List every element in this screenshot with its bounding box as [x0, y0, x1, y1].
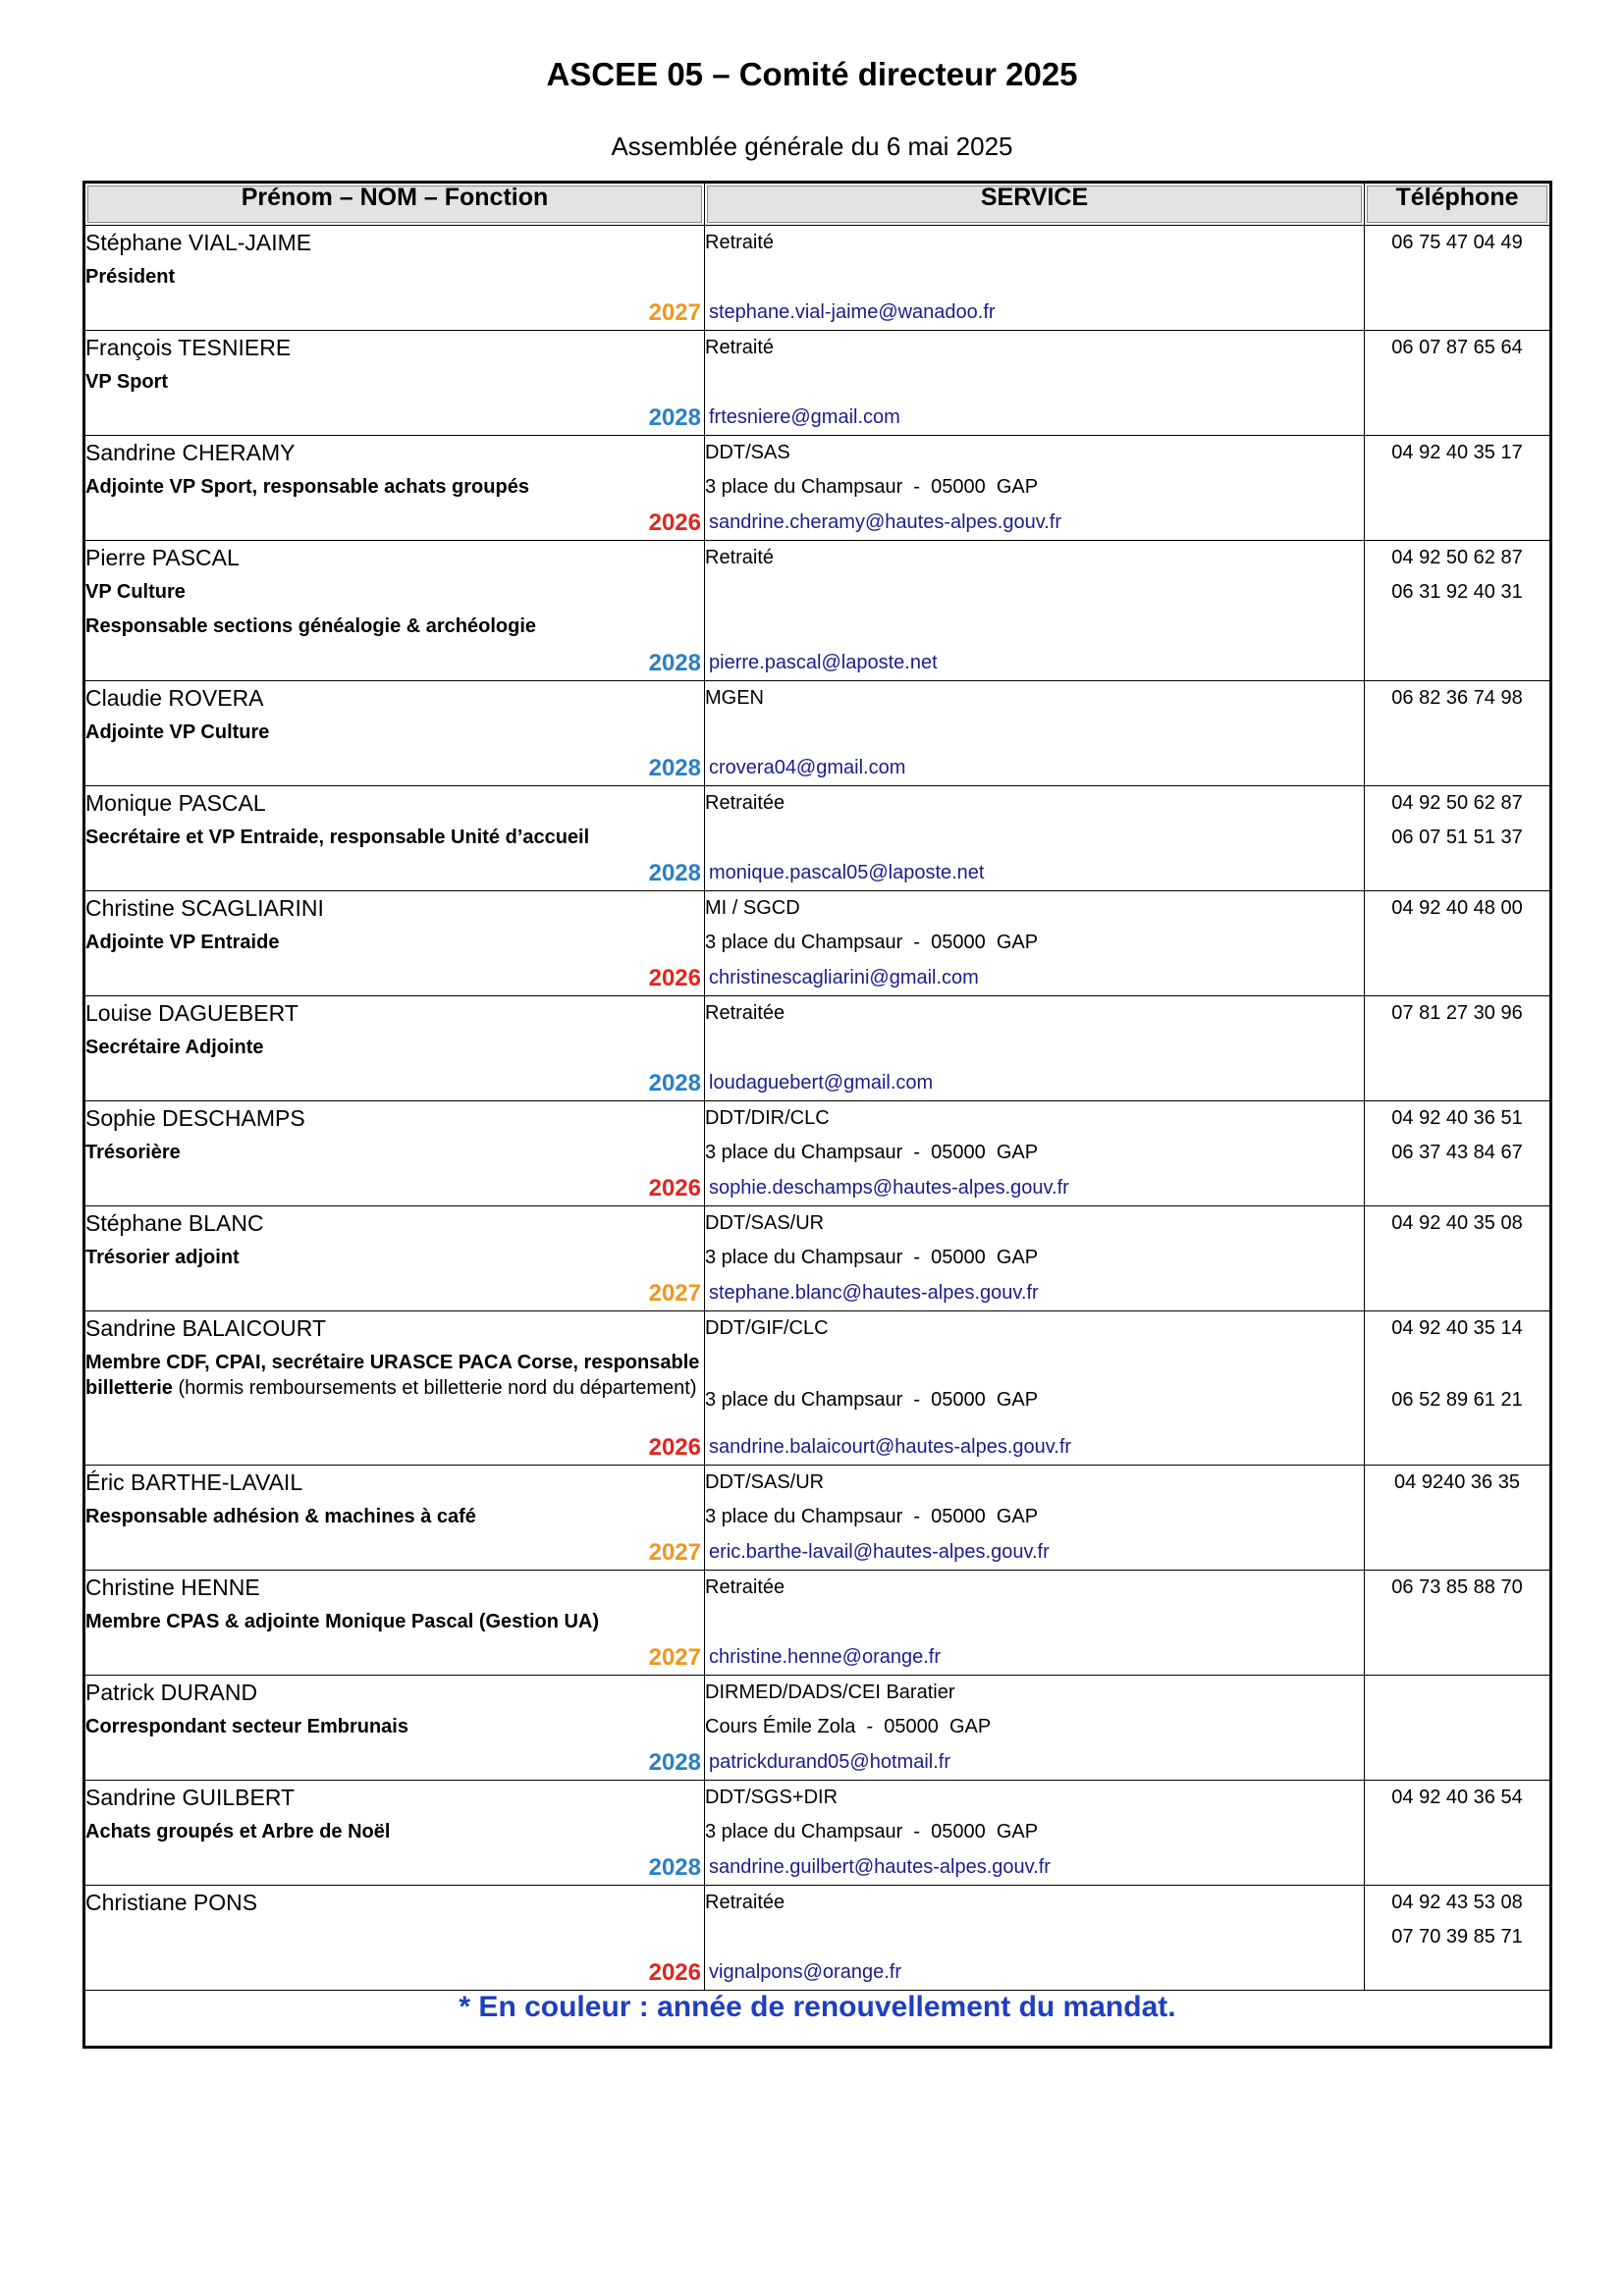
mandate-renewal-year: 2027	[648, 1539, 701, 1566]
member-role: VP Culture	[85, 581, 186, 603]
service-cell	[705, 541, 1365, 681]
member-role: Adjointe VP Culture	[85, 721, 270, 743]
email-link[interactable]: sandrine.cheramy@hautes-alpes.gouv.fr	[709, 511, 1062, 533]
email-link[interactable]: crovera04@gmail.com	[709, 757, 906, 778]
email-link[interactable]: patrickdurand05@hotmail.fr	[709, 1751, 950, 1773]
legend-note: * En couleur : année de renouvellement du mandat.	[84, 1991, 1551, 2048]
service-name: Retraité	[705, 337, 775, 358]
member-cell	[84, 1676, 705, 1781]
phone-number: 04 92 40 36 54	[1391, 1787, 1523, 1808]
phone-cell	[1365, 1206, 1551, 1311]
phone-number: 04 9240 36 35	[1394, 1471, 1520, 1493]
table-header-row	[84, 183, 1551, 226]
table-body	[84, 226, 1551, 1991]
phone-cell	[1365, 331, 1551, 436]
phone-number: 06 07 51 51 37	[1391, 827, 1523, 848]
member-role-text: Membre CDF, CPAI, secrétaire URASCE PACA Corse, responsable billetterie	[85, 1352, 700, 1399]
member-role	[85, 1346, 704, 1403]
table-row	[84, 541, 1551, 681]
table-footer-row	[84, 1991, 1551, 2048]
table-row	[84, 891, 1551, 996]
member-name: Éric BARTHE-LAVAIL	[85, 1469, 303, 1495]
phone-number: 04 92 50 62 87	[1391, 547, 1523, 568]
mandate-renewal-year: 2027	[648, 1644, 701, 1671]
email-link[interactable]: stephane.blanc@hautes-alpes.gouv.fr	[709, 1282, 1039, 1304]
service-address: 3 place du Champsaur - 05000 GAP	[705, 932, 1039, 953]
member-role: Secrétaire Adjointe	[85, 1037, 264, 1058]
mandate-renewal-year: 2028	[648, 404, 701, 431]
phone-number: 06 82 36 74 98	[1391, 687, 1523, 709]
table-row	[84, 1886, 1551, 1991]
member-cell	[84, 541, 705, 681]
mandate-renewal-year: 2028	[648, 1070, 701, 1096]
service-address: 3 place du Champsaur - 05000 GAP	[705, 1247, 1039, 1268]
header-name-function: Prénom – NOM – Fonction	[84, 183, 705, 226]
member-cell	[84, 226, 705, 331]
service-cell	[705, 1676, 1365, 1781]
table-row	[84, 786, 1551, 891]
service-cell	[705, 786, 1365, 891]
member-cell	[84, 1886, 705, 1991]
phone-number: 04 92 40 35 17	[1391, 442, 1523, 463]
member-name: Stéphane BLANC	[85, 1210, 264, 1236]
phone-number: 04 92 40 36 51	[1391, 1107, 1523, 1129]
email-link[interactable]: eric.barthe-lavail@hautes-alpes.gouv.fr	[709, 1541, 1050, 1563]
phone-cell	[1365, 436, 1551, 541]
member-role: Responsable sections généalogie & archéologie	[85, 615, 537, 637]
mandate-renewal-year: 2028	[648, 860, 701, 886]
phone-cell	[1365, 1571, 1551, 1676]
member-role-note: (hormis remboursements et billetterie nord du département)	[172, 1377, 697, 1399]
phone-cell	[1365, 1466, 1551, 1571]
page-subtitle: Assemblée générale du 6 mai 2025	[611, 132, 1013, 161]
email-link[interactable]: sandrine.guilbert@hautes-alpes.gouv.fr	[709, 1856, 1051, 1878]
service-name: MI / SGCD	[705, 897, 800, 919]
phone-number: 04 92 40 35 08	[1391, 1212, 1523, 1234]
service-name: Retraitée	[705, 792, 785, 814]
member-role: Trésorier adjoint	[85, 1247, 240, 1268]
service-name: DDT/SAS	[705, 442, 790, 463]
service-name: MGEN	[705, 687, 764, 709]
phone-number: 04 92 43 53 08	[1391, 1892, 1523, 1913]
member-role: Correspondant secteur Embrunais	[85, 1716, 408, 1737]
committee-table	[82, 181, 1552, 2049]
phone-cell	[1365, 1101, 1551, 1206]
service-cell	[705, 1206, 1365, 1311]
table-row	[84, 1311, 1551, 1466]
header-phone: Téléphone	[1365, 183, 1551, 226]
service-address: Cours Émile Zola - 05000 GAP	[705, 1716, 992, 1737]
member-name: Christine HENNE	[85, 1575, 260, 1600]
phone-number: 06 31 92 40 31	[1391, 581, 1523, 603]
email-link[interactable]: frtesniere@gmail.com	[709, 406, 900, 428]
service-cell	[705, 1886, 1365, 1991]
member-cell	[84, 996, 705, 1101]
service-name: DDT/GIF/CLC	[705, 1317, 829, 1339]
service-name: DDT/DIR/CLC	[705, 1107, 830, 1129]
header-service: SERVICE	[705, 183, 1365, 226]
member-name: Sandrine CHERAMY	[85, 440, 296, 465]
table-row	[84, 1781, 1551, 1886]
member-role: Adjointe VP Sport, responsable achats groupés	[85, 476, 529, 498]
member-role: Achats groupés et Arbre de Noël	[85, 1821, 391, 1842]
service-name: DDT/SGS+DIR	[705, 1787, 839, 1808]
service-name: Retraité	[705, 547, 775, 568]
mandate-renewal-year: 2026	[648, 509, 701, 536]
member-role: Président	[85, 266, 176, 288]
member-name: François TESNIERE	[85, 335, 292, 360]
member-name: Christine SCAGLIARINI	[85, 895, 324, 921]
service-name: Retraitée	[705, 1002, 785, 1024]
table-row	[84, 1466, 1551, 1571]
member-name: Patrick DURAND	[85, 1680, 258, 1705]
table-row	[84, 681, 1551, 786]
member-cell	[84, 1101, 705, 1206]
member-name: Monique PASCAL	[85, 790, 266, 816]
phone-number: 06 52 89 61 21	[1391, 1389, 1523, 1411]
member-cell	[84, 1466, 705, 1571]
service-cell	[705, 1101, 1365, 1206]
phone-cell	[1365, 541, 1551, 681]
email-link[interactable]: sandrine.balaicourt@hautes-alpes.gouv.fr	[709, 1436, 1072, 1458]
service-cell	[705, 436, 1365, 541]
table-row	[84, 1571, 1551, 1676]
phone-cell	[1365, 786, 1551, 891]
service-cell	[705, 1571, 1365, 1676]
mandate-renewal-year: 2028	[648, 1749, 701, 1776]
table-row	[84, 1206, 1551, 1311]
mandate-renewal-year: 2026	[648, 1434, 701, 1461]
service-name: Retraité	[705, 232, 775, 253]
email-link[interactable]: vignalpons@orange.fr	[709, 1961, 901, 1983]
member-role: Adjointe VP Entraide	[85, 932, 280, 953]
member-name: Sophie DESCHAMPS	[85, 1105, 305, 1131]
email-link[interactable]: loudaguebert@gmail.com	[709, 1072, 934, 1094]
service-cell	[705, 681, 1365, 786]
service-cell	[705, 891, 1365, 996]
service-address: 3 place du Champsaur - 05000 GAP	[705, 1821, 1039, 1842]
member-cell	[84, 1571, 705, 1676]
member-role: Trésorière	[85, 1142, 181, 1163]
phone-number: 06 73 85 88 70	[1391, 1576, 1523, 1598]
service-cell	[705, 1781, 1365, 1886]
email-link[interactable]: monique.pascal05@laposte.net	[709, 862, 985, 883]
phone-cell	[1365, 226, 1551, 331]
mandate-renewal-year: 2026	[648, 965, 701, 991]
table-row	[84, 226, 1551, 331]
phone-cell	[1365, 1781, 1551, 1886]
phone-number: 06 37 43 84 67	[1391, 1142, 1523, 1163]
service-address: 3 place du Champsaur - 05000 GAP	[705, 1506, 1039, 1527]
phone-number: 06 07 87 65 64	[1391, 337, 1523, 358]
phone-cell	[1365, 681, 1551, 786]
service-address: 3 place du Champsaur - 05000 GAP	[705, 476, 1039, 498]
service-name: DIRMED/DADS/CEI Baratier	[705, 1682, 955, 1703]
phone-number: 06 75 47 04 49	[1391, 232, 1523, 253]
member-cell	[84, 786, 705, 891]
member-cell	[84, 1206, 705, 1311]
service-cell	[705, 996, 1365, 1101]
service-cell	[705, 1466, 1365, 1571]
table-row	[84, 1676, 1551, 1781]
member-name: Sandrine BALAICOURT	[85, 1315, 327, 1341]
member-cell	[84, 891, 705, 996]
service-address: 3 place du Champsaur - 05000 GAP	[705, 1389, 1039, 1411]
email-link[interactable]: stephane.vial-jaime@wanadoo.fr	[709, 301, 996, 323]
phone-cell	[1365, 1311, 1551, 1466]
email-link[interactable]: pierre.pascal@laposte.net	[709, 652, 938, 673]
member-cell	[84, 436, 705, 541]
mandate-renewal-year: 2028	[648, 755, 701, 781]
phone-number: 04 92 40 35 14	[1391, 1317, 1523, 1339]
phone-number: 07 81 27 30 96	[1391, 1002, 1523, 1024]
mandate-renewal-year: 2027	[648, 1280, 701, 1307]
phone-cell	[1365, 996, 1551, 1101]
table-row	[84, 436, 1551, 541]
member-name: Sandrine GUILBERT	[85, 1785, 296, 1810]
member-name: Pierre PASCAL	[85, 545, 240, 570]
mandate-renewal-year: 2026	[648, 1959, 701, 1986]
member-name: Christiane PONS	[85, 1890, 258, 1915]
member-role: Secrétaire et VP Entraide, responsable Unité d’accueil	[85, 827, 590, 848]
table-row	[84, 996, 1551, 1101]
phone-cell	[1365, 1676, 1551, 1781]
member-cell	[84, 331, 705, 436]
page-title: ASCEE 05 – Comité directeur 2025	[546, 56, 1078, 92]
mandate-renewal-year: 2026	[648, 1175, 701, 1201]
member-cell	[84, 681, 705, 786]
member-cell	[84, 1781, 705, 1886]
member-name: Louise DAGUEBERT	[85, 1000, 298, 1026]
member-role: Membre CPAS & adjointe Monique Pascal (Gestion UA)	[85, 1611, 600, 1632]
service-name: Retraitée	[705, 1576, 785, 1598]
service-name: Retraitée	[705, 1892, 785, 1913]
email-link[interactable]: christinescagliarini@gmail.com	[709, 967, 979, 988]
member-name: Claudie ROVERA	[85, 685, 264, 711]
member-name: Stéphane VIAL-JAIME	[85, 230, 312, 255]
member-role: Responsable adhésion & machines à café	[85, 1506, 476, 1527]
service-name: DDT/SAS/UR	[705, 1212, 825, 1234]
service-cell	[705, 226, 1365, 331]
member-role: VP Sport	[85, 371, 169, 393]
member-cell	[84, 1311, 705, 1466]
email-link[interactable]: sophie.deschamps@hautes-alpes.gouv.fr	[709, 1177, 1069, 1199]
service-address: 3 place du Champsaur - 05000 GAP	[705, 1142, 1039, 1163]
phone-number: 04 92 40 48 00	[1391, 897, 1523, 919]
phone-cell	[1365, 1886, 1551, 1991]
email-link[interactable]: christine.henne@orange.fr	[709, 1646, 941, 1668]
phone-number: 07 70 39 85 71	[1391, 1926, 1523, 1948]
service-name: DDT/SAS/UR	[705, 1471, 825, 1493]
table-row	[84, 331, 1551, 436]
phone-number: 04 92 50 62 87	[1391, 792, 1523, 814]
table-row	[84, 1101, 1551, 1206]
mandate-renewal-year: 2028	[648, 650, 701, 676]
mandate-renewal-year: 2028	[648, 1854, 701, 1881]
mandate-renewal-year: 2027	[648, 299, 701, 326]
phone-cell	[1365, 891, 1551, 996]
service-cell	[705, 331, 1365, 436]
service-cell	[705, 1311, 1365, 1466]
